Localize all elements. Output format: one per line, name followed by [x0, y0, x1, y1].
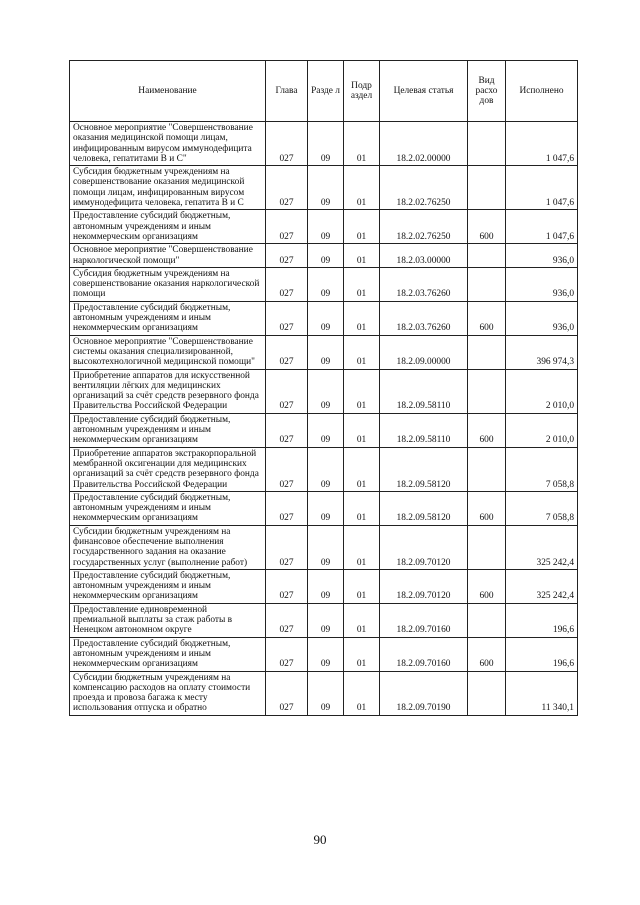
table-row: [70, 369, 578, 413]
table-row: [70, 671, 578, 715]
cell-section: 09: [308, 491, 344, 525]
cell-expense-type: [468, 244, 506, 268]
cell-section: 09: [308, 244, 344, 268]
cell-subsection: 01: [344, 166, 380, 210]
cell-chapter: 027: [266, 413, 308, 447]
cell-executed: 2 010,0: [506, 369, 578, 413]
header-section: Разде л: [308, 61, 344, 122]
cell-section: 09: [308, 447, 344, 491]
cell-name: Предоставление единовременной премиальной выплаты за стаж работы в Ненецком автономном округе: [70, 603, 266, 637]
table-row: [70, 267, 578, 301]
cell-target: 18.2.03.76260: [380, 267, 468, 301]
cell-name: Предоставление субсидий бюджетным, автономным учреждениям и иным некоммерческим организациям: [70, 569, 266, 603]
cell-executed: 7 058,8: [506, 491, 578, 525]
cell-expense-type: [468, 122, 506, 166]
cell-subsection: 01: [344, 335, 380, 369]
cell-expense-type: 600: [468, 637, 506, 671]
cell-chapter: 027: [266, 637, 308, 671]
header-expense-type: Вид расхо дов: [468, 61, 506, 122]
cell-expense-type: [468, 525, 506, 569]
cell-expense-type: 600: [468, 413, 506, 447]
cell-section: 09: [308, 603, 344, 637]
cell-expense-type: 600: [468, 569, 506, 603]
cell-expense-type: [468, 671, 506, 715]
header-chapter: Глава: [266, 61, 308, 122]
cell-target: 18.2.09.70160: [380, 637, 468, 671]
table-row: [70, 491, 578, 525]
cell-chapter: 027: [266, 491, 308, 525]
cell-section: 09: [308, 166, 344, 210]
cell-section: 09: [308, 569, 344, 603]
cell-target: 18.2.09.58120: [380, 491, 468, 525]
cell-name: Предоставление субсидий бюджетным, автономным учреждениям и иным некоммерческим организациям: [70, 491, 266, 525]
cell-expense-type: [468, 369, 506, 413]
cell-section: 09: [308, 210, 344, 244]
cell-executed: 1 047,6: [506, 210, 578, 244]
cell-executed: 11 340,1: [506, 671, 578, 715]
cell-subsection: 01: [344, 301, 380, 335]
cell-section: 09: [308, 413, 344, 447]
cell-target: 18.2.09.00000: [380, 335, 468, 369]
cell-executed: 936,0: [506, 267, 578, 301]
cell-expense-type: [468, 166, 506, 210]
cell-target: 18.2.03.76260: [380, 301, 468, 335]
cell-section: 09: [308, 637, 344, 671]
cell-chapter: 027: [266, 335, 308, 369]
cell-target: 18.2.02.76250: [380, 166, 468, 210]
cell-subsection: 01: [344, 671, 380, 715]
cell-target: 18.2.09.70120: [380, 525, 468, 569]
cell-name: Субсидии бюджетным учреждениям на финансовое обеспечение выполнения государственного задания на оказание государственных услуг (выполнение работ): [70, 525, 266, 569]
cell-subsection: 01: [344, 267, 380, 301]
cell-name: Предоставление субсидий бюджетным, автономным учреждениям и иным некоммерческим организациям: [70, 413, 266, 447]
cell-section: 09: [308, 122, 344, 166]
cell-chapter: 027: [266, 447, 308, 491]
cell-subsection: 01: [344, 525, 380, 569]
cell-name: Основное мероприятие "Совершенствование системы оказания специализированной, высокотехнологичной медицинской помощи": [70, 335, 266, 369]
cell-target: 18.2.09.70190: [380, 671, 468, 715]
cell-chapter: 027: [266, 122, 308, 166]
cell-subsection: 01: [344, 491, 380, 525]
cell-expense-type: 600: [468, 210, 506, 244]
cell-name: Субсидия бюджетным учреждениям на совершенствование оказания медицинской помощи лицам, инфицированным вирусом иммунодефицита человека, гепатита В и С: [70, 166, 266, 210]
cell-name: Основное мероприятие "Совершенствование наркологической помощи": [70, 244, 266, 268]
cell-target: 18.2.03.00000: [380, 244, 468, 268]
cell-executed: 1 047,6: [506, 122, 578, 166]
cell-executed: 1 047,6: [506, 166, 578, 210]
cell-executed: 325 242,4: [506, 525, 578, 569]
cell-chapter: 027: [266, 569, 308, 603]
cell-subsection: 01: [344, 603, 380, 637]
table-row: [70, 122, 578, 166]
header-subsection: Подр аздел: [344, 61, 380, 122]
cell-target: 18.2.02.76250: [380, 210, 468, 244]
cell-target: 18.2.09.70160: [380, 603, 468, 637]
table-row: [70, 637, 578, 671]
cell-name: Предоставление субсидий бюджетным, автономным учреждениям и иным некоммерческим организациям: [70, 301, 266, 335]
cell-target: 18.2.02.00000: [380, 122, 468, 166]
header-executed: Исполнено: [506, 61, 578, 122]
cell-name: Основное мероприятие "Совершенствование оказания медицинской помощи лицам, инфицированным вирусом иммунодефицита человека, гепатитами В и С": [70, 122, 266, 166]
cell-subsection: 01: [344, 569, 380, 603]
table-header-row: [70, 61, 578, 122]
table-row: [70, 447, 578, 491]
cell-subsection: 01: [344, 369, 380, 413]
cell-expense-type: [468, 447, 506, 491]
cell-section: 09: [308, 671, 344, 715]
cell-executed: 936,0: [506, 301, 578, 335]
budget-table: [69, 60, 578, 716]
cell-section: 09: [308, 335, 344, 369]
cell-section: 09: [308, 267, 344, 301]
table-row: [70, 166, 578, 210]
cell-expense-type: 600: [468, 491, 506, 525]
cell-name: Предоставление субсидий бюджетным, автономным учреждениям и иным некоммерческим организациям: [70, 210, 266, 244]
cell-subsection: 01: [344, 210, 380, 244]
table-row: [70, 413, 578, 447]
cell-chapter: 027: [266, 301, 308, 335]
cell-executed: 396 974,3: [506, 335, 578, 369]
page-number: 90: [313, 832, 327, 847]
cell-executed: 196,6: [506, 603, 578, 637]
cell-chapter: 027: [266, 369, 308, 413]
cell-executed: 325 242,4: [506, 569, 578, 603]
cell-section: 09: [308, 301, 344, 335]
cell-chapter: 027: [266, 603, 308, 637]
table-body: [70, 122, 578, 716]
cell-expense-type: 600: [468, 301, 506, 335]
cell-section: 09: [308, 525, 344, 569]
cell-target: 18.2.09.58110: [380, 413, 468, 447]
cell-expense-type: [468, 603, 506, 637]
cell-target: 18.2.09.58110: [380, 369, 468, 413]
cell-chapter: 027: [266, 210, 308, 244]
cell-executed: 2 010,0: [506, 413, 578, 447]
cell-chapter: 027: [266, 525, 308, 569]
cell-subsection: 01: [344, 413, 380, 447]
cell-expense-type: [468, 267, 506, 301]
cell-subsection: 01: [344, 637, 380, 671]
table-row: [70, 603, 578, 637]
header-target: Целевая статья: [380, 61, 468, 122]
table-row: [70, 301, 578, 335]
cell-name: Субсидии бюджетным учреждениям на компенсацию расходов на оплату стоимости проезда и провоза багажа к месту использования отпуска и обратно: [70, 671, 266, 715]
table-row: [70, 335, 578, 369]
cell-expense-type: [468, 335, 506, 369]
cell-name: Приобретение аппаратов для искусственной вентиляции лёгких для медицинских организаций за счёт средств резервного фонда Правительства Российской Федерации: [70, 369, 266, 413]
cell-section: 09: [308, 369, 344, 413]
cell-chapter: 027: [266, 244, 308, 268]
cell-name: Субсидия бюджетным учреждениям на совершенствование оказания наркологической помощи: [70, 267, 266, 301]
cell-chapter: 027: [266, 166, 308, 210]
table-row: [70, 569, 578, 603]
cell-executed: 196,6: [506, 637, 578, 671]
cell-executed: 7 058,8: [506, 447, 578, 491]
cell-executed: 936,0: [506, 244, 578, 268]
cell-target: 18.2.09.70120: [380, 569, 468, 603]
cell-target: 18.2.09.58120: [380, 447, 468, 491]
cell-name: Приобретение аппаратов экстракорпоральной мембранной оксигенации для медицинских организаций за счёт средств резервного фонда Правительства Российской Федерации: [70, 447, 266, 491]
cell-subsection: 01: [344, 122, 380, 166]
cell-subsection: 01: [344, 244, 380, 268]
table-row: [70, 525, 578, 569]
table-row: [70, 244, 578, 268]
cell-chapter: 027: [266, 267, 308, 301]
cell-chapter: 027: [266, 671, 308, 715]
header-name: Наименование: [70, 61, 266, 122]
cell-subsection: 01: [344, 447, 380, 491]
cell-name: Предоставление субсидий бюджетным, автономным учреждениям и иным некоммерческим организациям: [70, 637, 266, 671]
table-row: [70, 210, 578, 244]
